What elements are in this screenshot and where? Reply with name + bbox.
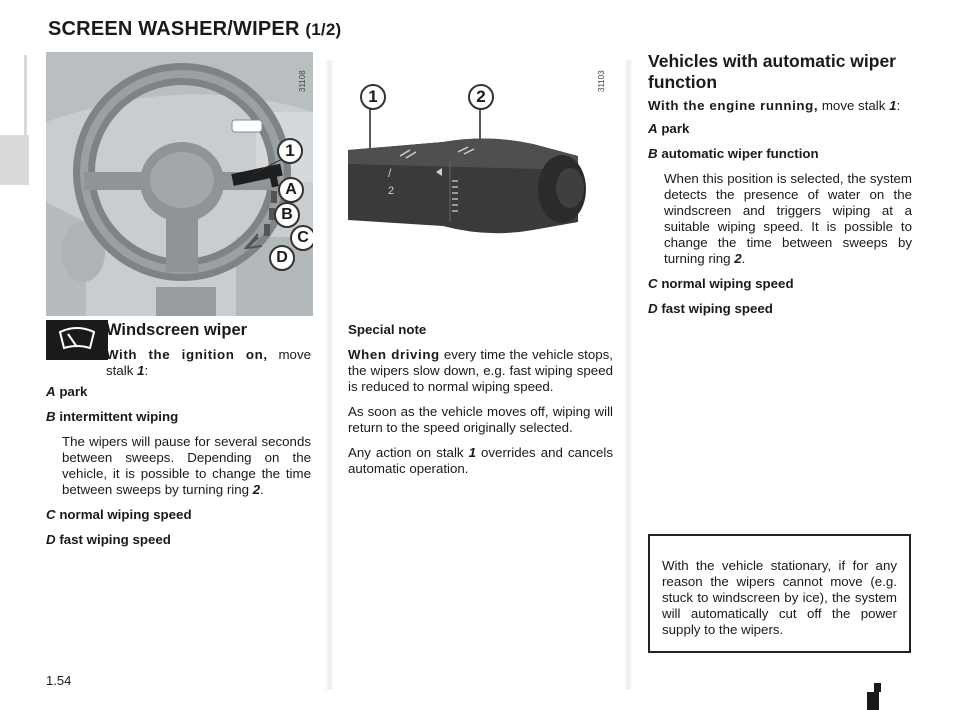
left-option-b-desc-text: The wipers will pause for several seconds between sweeps. Depending on the vehicle, it is possible to change the time between sweeps by turning ring xyxy=(62,434,311,497)
right-option-c-text: normal wiping speed xyxy=(661,276,794,291)
right-intro: With the engine running, move stalk 1: xyxy=(648,98,901,113)
right-option-b-description: When this position is selected, the system detects the presence of water on the windscreen and triggers wiping at a suitable wiping speed. It is possible to change the time between sweeps by turning ring 2. xyxy=(664,171,912,266)
figure-code-stalk: 31103 xyxy=(597,70,606,92)
left-option-b xyxy=(46,409,311,425)
left-intro: With the ignition on, move stalk 1: xyxy=(106,347,311,378)
left-option-d-letter: D xyxy=(46,532,56,547)
column-separator-1 xyxy=(325,60,334,690)
callout-A: A xyxy=(278,177,304,203)
callout-B: B xyxy=(274,202,300,228)
svg-text:/: / xyxy=(388,166,392,180)
section-title-automatic-wiper: Vehicles with automatic wiper function xyxy=(648,51,896,92)
middle-paragraph-1 xyxy=(348,347,613,395)
left-option-a xyxy=(46,384,311,400)
figure-code-dashboard: 31108 xyxy=(298,70,307,92)
left-option-c-text: normal wiping speed xyxy=(59,507,192,522)
left-option-a-letter: A xyxy=(46,384,56,399)
chapter-tab-marker xyxy=(0,135,29,185)
right-option-a-letter: A xyxy=(648,121,658,136)
dashboard-drawing xyxy=(46,52,313,316)
right-column-text xyxy=(648,98,912,326)
special-note-title: Special note xyxy=(348,322,427,337)
callout-C: C xyxy=(290,225,313,251)
left-option-c xyxy=(46,507,311,523)
page-title xyxy=(48,18,341,41)
right-option-d-letter: D xyxy=(648,301,658,316)
left-intro-ref: 1 xyxy=(137,363,145,378)
right-option-c xyxy=(648,276,912,292)
footer-mark-top xyxy=(874,683,881,692)
right-option-d-text: fast wiping speed xyxy=(661,301,773,316)
left-option-b-letter: B xyxy=(46,409,56,424)
dashboard-illustration xyxy=(46,52,313,316)
page-number: 1.54 xyxy=(46,673,72,688)
middle-column-text xyxy=(348,322,613,486)
left-option-d-text: fast wiping speed xyxy=(59,532,171,547)
page-title-text: SCREEN WASHER/WIPER xyxy=(48,18,300,40)
left-intro-bold: With the ignition on, xyxy=(106,347,268,362)
right-option-b-desc-ref: 2 xyxy=(734,251,742,266)
right-option-b-desc-text: When this position is selected, the system detects the presence of water on the windscreen and triggers wiping at a suitable wiping speed. It is possible to change the time between sweeps by turning ring xyxy=(664,171,912,266)
middle-p1-text: every time the vehicle stops, the wipers slow down, e.g. fast wiping speed is reduced to normal wiping speed. xyxy=(348,347,613,394)
middle-paragraph-2: As soon as the vehicle moves off, wiping will return to the speed originally selected. xyxy=(348,404,613,435)
left-option-b-description: The wipers will pause for several seconds between sweeps. Depending on the vehicle, it is possible to change the time between sweeps by turning ring 2. xyxy=(62,434,311,497)
right-option-d xyxy=(648,301,912,317)
left-option-d xyxy=(46,532,311,548)
middle-p3-text-a: Any action on stalk xyxy=(348,445,464,460)
section-title-windscreen-wiper: Windscreen wiper xyxy=(106,321,248,339)
page-part-indicator: (1/2) xyxy=(305,20,342,39)
left-option-b-text: intermittent wiping xyxy=(59,409,179,424)
callout-1: 1 xyxy=(277,138,303,164)
middle-paragraph-3 xyxy=(348,445,613,477)
left-option-c-letter: C xyxy=(46,507,56,522)
left-margin-rule xyxy=(24,55,27,135)
warning-note-text: With the vehicle stationary, if for any reason the wipers cannot move (e.g. stuck to windscreen by ice), the system will automatically cut off the power supply to the wipers. xyxy=(662,558,897,637)
middle-p3-text-b: overrides and cancels automatic operation. xyxy=(348,445,613,476)
left-column-text xyxy=(46,347,311,557)
warning-note-box xyxy=(648,534,911,653)
right-intro-ref: 1 xyxy=(889,98,897,113)
right-intro-text: move stalk xyxy=(821,98,886,113)
right-option-b xyxy=(648,146,912,162)
left-intro-text: move stalk xyxy=(106,347,311,378)
left-option-a-text: park xyxy=(59,384,88,399)
right-option-b-letter: B xyxy=(648,146,658,161)
right-option-c-letter: C xyxy=(648,276,658,291)
right-option-a-text: park xyxy=(661,121,690,136)
middle-p3-ref: 1 xyxy=(468,445,476,460)
right-option-a xyxy=(648,121,912,137)
callout-stalk-1: 1 xyxy=(360,84,386,110)
left-option-b-desc-ref: 2 xyxy=(252,482,261,497)
right-option-b-text: automatic wiper function xyxy=(661,146,819,161)
callout-D: D xyxy=(269,245,295,271)
column-separator-2 xyxy=(624,60,633,690)
svg-text:2: 2 xyxy=(388,185,395,197)
middle-p1-bold: When driving xyxy=(348,347,440,362)
footer-mark xyxy=(867,692,879,710)
stalk-illustration xyxy=(348,52,612,316)
callout-stalk-2: 2 xyxy=(468,84,494,110)
right-intro-bold: With the engine running, xyxy=(648,98,819,113)
